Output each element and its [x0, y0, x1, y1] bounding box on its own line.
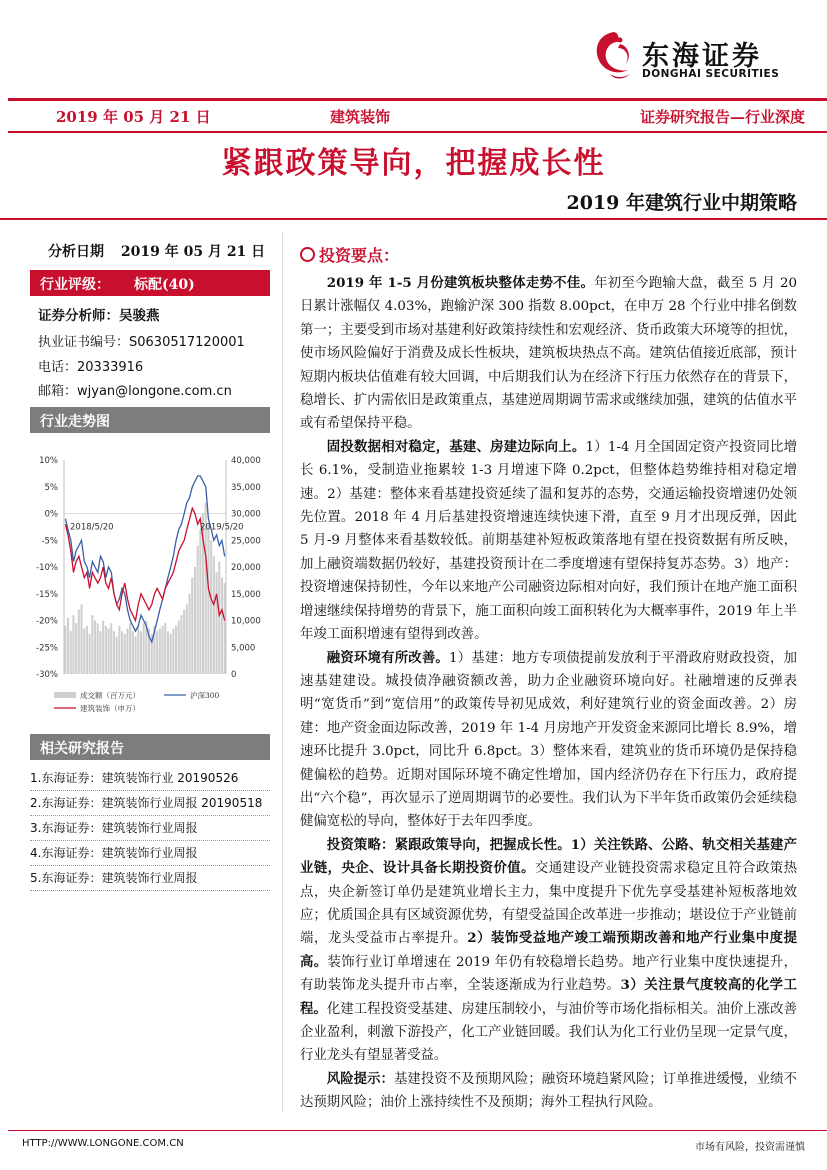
y-left-tick-label: -5% [41, 536, 58, 547]
volume-bar [89, 634, 91, 674]
license-row [30, 331, 270, 350]
volume-bar [210, 540, 212, 674]
paragraph-1-lead: 2019 年 1-5 月份建筑板块整体走势不佳。 [326, 275, 595, 291]
paragraph-4-lead: 投资策略：紧跟政策导向，把握成长性。1）关注铁路、公路、轨交相关基建产业链，央企、设计具备长期投资价值。 [300, 836, 797, 877]
volume-bar [189, 594, 191, 674]
volume-bar [124, 634, 126, 674]
volume-bar [191, 578, 193, 674]
report-link-1[interactable]: 1.东海证券：建筑装饰行业 20190526 [30, 766, 270, 791]
volume-bar [116, 637, 118, 674]
dragon-logo-icon [590, 28, 638, 84]
x-start-label: 2018/5/20 [70, 522, 114, 533]
paragraph-3-text: 1）基建：地方专项债提前发放利于平滑政府财政投资，加速基建建设。城投债净融资额改善，助力企业融资环境向好。社融增速的反弹表明“宽货币”到“宽信用”的政策传导初见成效，利好建筑行业的资金面改善。2）房建：地产资金面边际改善，2019 年 1-4 月房地产开发资金来源同比增长 8.9%，增速环比提升 3.0pct，同比升 6.8pct。3）整体来看，建筑业的货币环境仍是保持稳健偏松的趋势。近期对国际环境不确定性增加，国内经济仍存在下行压力，政府提出“六个稳”，再次显示了逆周期调节的必要性。我们认为下半年货币政策仍会延续稳健偏宽松的导向，整体好于去年四季度。 [300, 650, 797, 830]
report-link-2[interactable]: 2.东海证券：建筑装饰行业周报 20190518 [30, 791, 270, 816]
y-right-tick-label: 0 [231, 670, 237, 680]
key-points-body [300, 272, 797, 1115]
y-right-tick-label: 5,000 [231, 643, 256, 654]
analysis-date-value: 2019 年 05 月 21 日 [120, 244, 266, 260]
x-end-label: 2019/5/20 [200, 522, 244, 533]
volume-bar [67, 618, 69, 674]
legend-construction-label: 建筑装饰（申万） [80, 704, 140, 713]
volume-bar [72, 615, 74, 674]
volume-bar [156, 631, 158, 674]
volume-bar [75, 623, 77, 674]
legend-csi300-label: 沪深300 [190, 691, 220, 700]
volume-bar [99, 631, 101, 674]
analyst-name: 吴骏燕 [119, 308, 160, 324]
license-number: S0630517120001 [129, 335, 245, 350]
volume-bar [194, 567, 196, 674]
volume-bar [78, 610, 80, 674]
y-left-tick-label: -30% [36, 670, 58, 680]
volume-bar [64, 626, 66, 674]
volume-bar [81, 604, 83, 674]
analysis-date-row [30, 241, 270, 261]
volume-bar [83, 629, 85, 674]
volume-bar [199, 530, 201, 674]
volume-bar [213, 556, 215, 674]
volume-bar [94, 621, 96, 675]
volume-bar [175, 626, 177, 674]
paragraph-1 [300, 272, 797, 436]
footer-divider [8, 1130, 827, 1131]
report-type: 证券研究报告—行业深度 [639, 108, 805, 126]
y-right-tick-label: 30,000 [231, 509, 261, 520]
related-reports-list [30, 766, 270, 891]
report-date: 2019 年 05 月 21 日 [56, 108, 211, 126]
volume-bar [170, 634, 172, 674]
risk-text: 基建投资不及预期风险；融资环境趋紧风险；订单推进缓慢，业绩不达预期风险；油价上涨持续性不及预期；海外工程执行风险。 [300, 1071, 798, 1111]
report-link-5[interactable]: 5.东海证券：建筑装饰行业周报 [30, 866, 270, 891]
y-left-tick-label: -20% [36, 616, 58, 627]
volume-bar [140, 631, 142, 674]
paragraph-3-lead: 融资环境有所改善。 [326, 649, 450, 666]
paragraph-4-lead-3: 3）关注景气度较高的化学工程。 [300, 977, 797, 1017]
trend-heading-text: 行业走势图 [40, 414, 110, 430]
volume-bar [186, 604, 188, 674]
paragraph-4 [300, 834, 797, 1068]
volume-bar [159, 629, 161, 674]
volume-bar [121, 631, 123, 674]
volume-bar [129, 623, 131, 674]
y-left-tick-label: -15% [36, 589, 58, 600]
volume-bar [113, 631, 115, 674]
analysis-date-label: 分析日期 [48, 244, 104, 260]
y-left-tick-label: 0% [44, 509, 58, 520]
volume-bar [135, 637, 137, 674]
page-subtitle: 2019 年建筑行业中期策略 [566, 192, 797, 214]
phone-value: 20333916 [77, 360, 144, 375]
paragraph-3 [300, 647, 797, 834]
volume-bar [207, 524, 209, 674]
column-divider [282, 232, 283, 1112]
risk-label: 风险提示： [326, 1070, 394, 1087]
y-right-tick-label: 25,000 [231, 536, 261, 547]
rating-value: 标配(40) [134, 277, 195, 293]
y-left-tick-label: -10% [36, 563, 58, 573]
volume-bar [132, 631, 134, 674]
volume-bar [164, 623, 166, 674]
volume-bar [91, 615, 93, 674]
volume-bar [86, 626, 88, 674]
email-row [30, 380, 270, 399]
paragraph-2-lead: 固投数据相对稳定，基建、房建边际向上。 [326, 438, 586, 455]
report-link-3[interactable]: 3.东海证券：建筑装饰行业周报 [30, 816, 270, 841]
y-left-tick-label: 10% [39, 456, 58, 466]
volume-bar [105, 626, 107, 674]
key-points-heading-text: 投资要点： [319, 246, 400, 265]
rating-box [30, 270, 270, 296]
legend-volume-swatch [54, 692, 76, 698]
legend-volume-label: 成交额（百万元） [80, 691, 140, 700]
paragraph-2 [300, 436, 797, 647]
volume-bar [143, 623, 145, 674]
email-link[interactable]: wjyan@longone.com.cn [77, 384, 232, 399]
volume-bar [183, 610, 185, 674]
footer-disclaimer: 市场有风险，投资需谨慎 [695, 1142, 805, 1153]
rating-label: 行业评级： [40, 277, 110, 293]
volume-bar [218, 562, 220, 674]
y-right-tick-label: 10,000 [231, 616, 261, 627]
paragraph-4-text-2: 装饰行业订单增速在 2019 年仍有较稳增长趋势。地产行业集中度快速提升，有助装饰龙头提升市占率，全装逐渐成为行业趋势。 [300, 954, 798, 994]
volume-bar [221, 578, 223, 674]
header-bar [8, 98, 827, 133]
volume-bar [178, 621, 180, 675]
report-link-4[interactable]: 4.东海证券：建筑装饰行业周报 [30, 841, 270, 866]
footer-url[interactable]: HTTP://WWW.LONGONE.COM.CN [22, 1138, 184, 1149]
title-divider [0, 218, 827, 220]
y-left-tick-label: 5% [44, 482, 58, 493]
brand-name-cn: 东海证券 [642, 41, 762, 72]
industry-trend-chart [30, 436, 270, 726]
license-label: 执业证书编号： [38, 335, 130, 350]
y-right-tick-label: 40,000 [231, 456, 261, 466]
volume-bar [216, 572, 218, 674]
volume-bar [126, 629, 128, 674]
analyst-label: 证券分析师： [38, 308, 119, 324]
volume-bar [167, 631, 169, 674]
volume-bar [108, 629, 110, 674]
reports-heading-text: 相关研究报告 [40, 741, 124, 757]
page-title: 紧跟政策导向，把握成长性 [221, 146, 606, 181]
paragraph-4-text: 交通建设产业链投资需求稳定且符合政策热点，央企新签订单仍是建筑业增长主力，集中度提升下优先享受基建补短板落地效应；优质国企具有区域资源优势，有望受益国企改革进一步推动；堪设位于产业链前端，龙头受益市占率提升。 [300, 861, 798, 947]
analyst-row [30, 304, 270, 324]
industry-name: 建筑装饰 [330, 108, 391, 126]
volume-bar [197, 546, 199, 674]
paragraph-5 [300, 1068, 797, 1115]
y-right-tick-label: 20,000 [231, 563, 261, 573]
volume-bar [137, 626, 139, 674]
volume-bar [118, 626, 120, 674]
trend-section-heading [30, 407, 270, 433]
volume-bar [180, 615, 182, 674]
volume-bar [110, 623, 112, 674]
phone-row [30, 356, 270, 375]
y-right-tick-label: 15,000 [231, 589, 261, 600]
y-left-tick-label: -25% [36, 643, 58, 654]
phone-label: 电话： [38, 360, 78, 375]
volume-bar [162, 626, 164, 674]
brand-name-en: DONGHAI SECURITIES [642, 68, 780, 80]
paragraph-4-text-3: 化建工程投资受基建、房建压制较小，与油价等市场化指标相关。油价上涨改善企业盈利，刺激下游投产，化工产业链回暖。我们认为化工行业仍呈现一定景气度，行业龙头有望显著受益。 [300, 1001, 798, 1064]
brand-logo [590, 28, 800, 88]
volume-bar [102, 621, 104, 675]
volume-bar [172, 629, 174, 674]
volume-bar [97, 623, 99, 674]
y-right-tick-label: 35,000 [231, 482, 261, 493]
volume-bar [224, 583, 226, 674]
bullet-circle-icon [300, 247, 315, 262]
paragraph-2-text: 1）1-4 月全国固定资产投资同比增长 6.1%，受制造业拖累较 1-3 月增速下降 0.2pct，但整体趋势维持相对稳定增速。2）基建：整体来看基建投资延续了温和复苏的态势，交通运输投资增速仍处领先位置。2018 年 4 月后基建投资增速连续快速下滑，直至 9 月才出现反弹，因此 5 月-9 月整体来看基数较低。前期基建补短板政策落地有望在投资数据有所反映，加上融资端数据仍较好，基建投资预计在二季度增速有望保持复苏态势。3）地产：投资增速保持韧性，今年以来地产公司融资边际相对向好，我们预计在地产施工面积增速继续保持增势的背景下，施工面积向竣工面积转化为大概率事件，2019 年上半年竣工面积增速有望得到改善。 [300, 439, 798, 643]
paragraph-4-lead-2: 2）装饰受益地产竣工端预期改善和地产行业集中度提高。 [300, 930, 797, 970]
paragraph-1-text: 年初至今跑输大盘，截至 5 月 20 日累计涨幅仅 4.03%，跑输沪深 300 指数 8.00pct，在申万 28 个行业中排名倒数第一；主要受到市场对基建利好政策持续性和宏观经济、货币政策大环境等的担忧，使市场风险偏好于消费及成长性板块，建筑板块热点不高。建筑估值接近底部，预计短期内板块估值难有较大回调，中后期我们认为在经济下行压力依然存在的背景下，稳增长、扩内需依旧是政策重点，基建逆周期调节需求或继续加强，建筑的估值水平或有希望保持平稳。 [300, 276, 797, 432]
key-points-heading [300, 243, 399, 266]
email-label: 邮箱： [38, 384, 78, 399]
reports-section-heading [30, 734, 270, 760]
volume-bar [70, 631, 72, 674]
